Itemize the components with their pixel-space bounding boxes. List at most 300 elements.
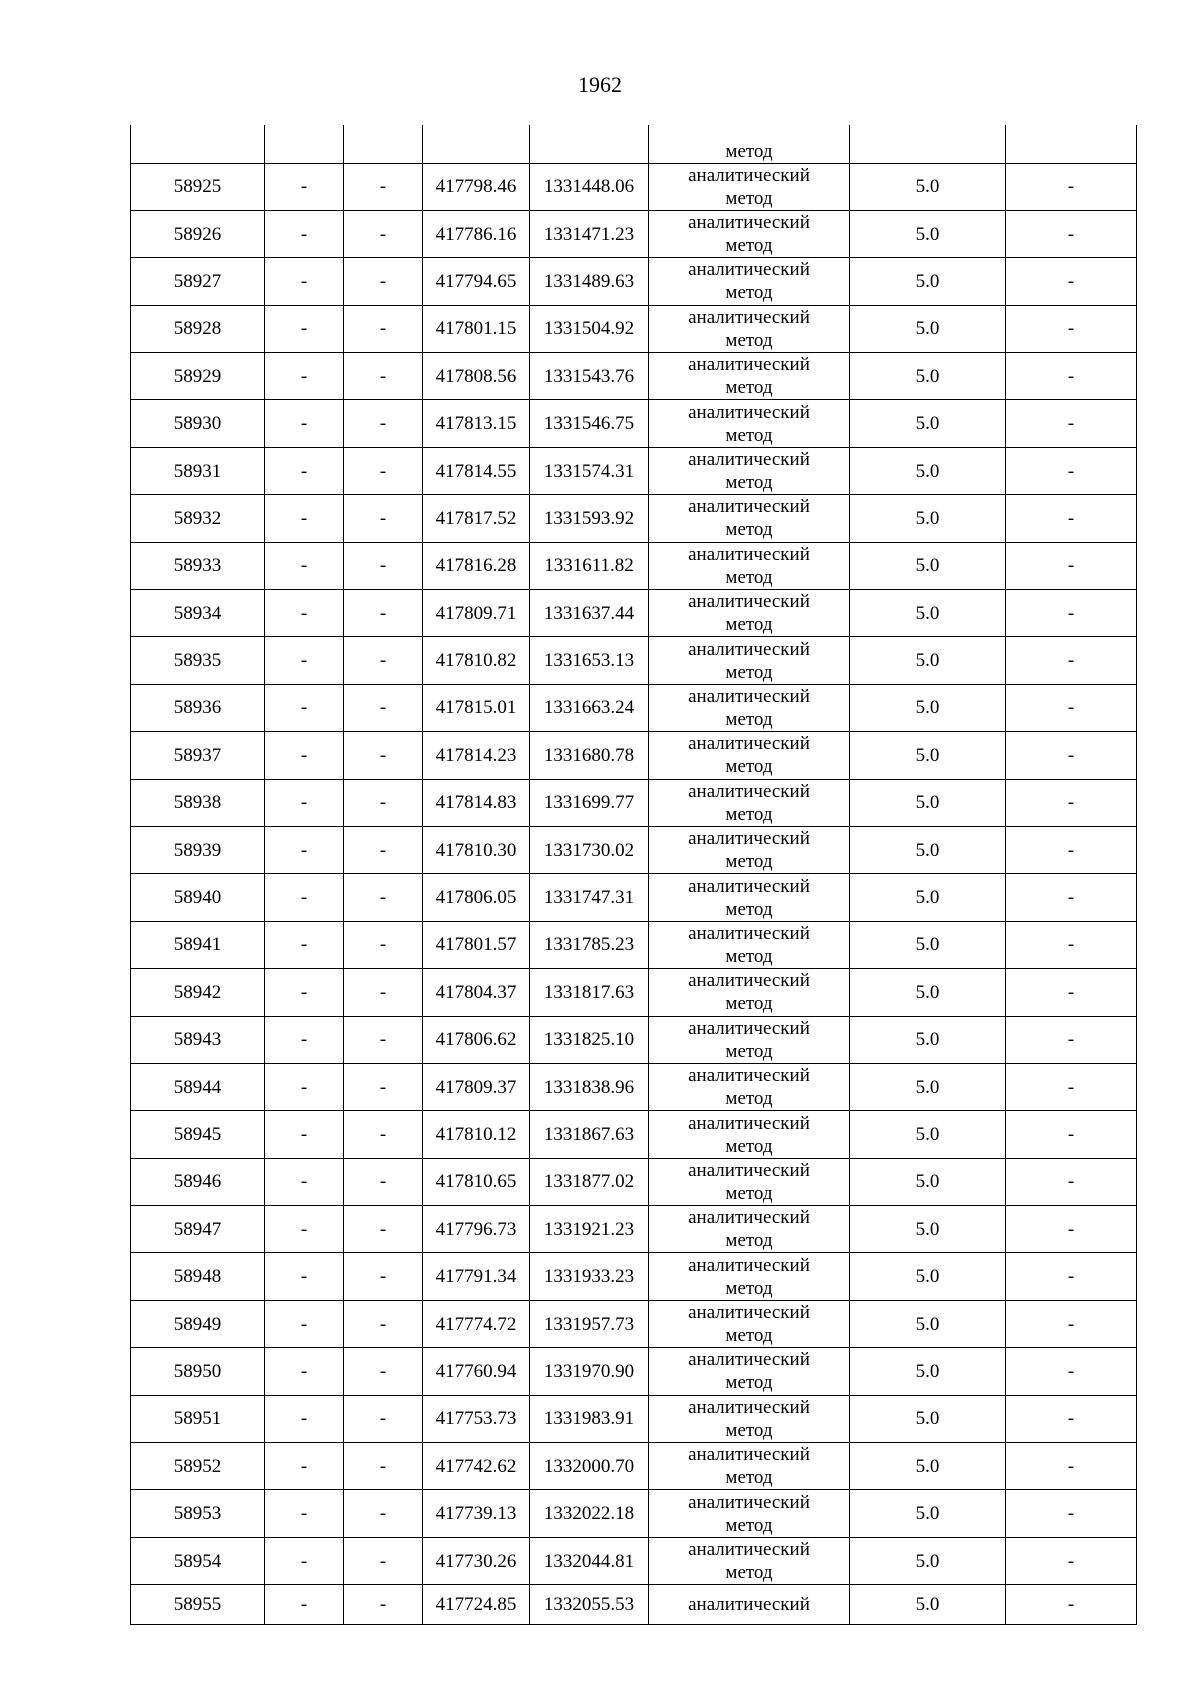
- method-line-1: аналитический: [688, 638, 810, 660]
- cell-col8: -: [1006, 542, 1137, 589]
- cell-accuracy: 5.0: [850, 1063, 1006, 1110]
- method-line-1: аналитический: [688, 1302, 810, 1324]
- cell-col2: -: [265, 353, 344, 400]
- cell-col3: -: [344, 1300, 423, 1347]
- cell-point: 58945: [131, 1111, 265, 1158]
- cell-col3: -: [344, 542, 423, 589]
- cell-col2: -: [265, 305, 344, 352]
- cell-col3: -: [344, 1395, 423, 1442]
- cell-col3: -: [344, 1063, 423, 1110]
- method-line-1: аналитический: [688, 1065, 810, 1087]
- cell-accuracy: 5.0: [850, 542, 1006, 589]
- cell-point: 58942: [131, 969, 265, 1016]
- cell-point: 58928: [131, 305, 265, 352]
- cell-y: [530, 125, 649, 163]
- cell-col3: -: [344, 353, 423, 400]
- cell-y: 1331747.31: [530, 874, 649, 921]
- cell-accuracy: 5.0: [850, 779, 1006, 826]
- cell-col3: -: [344, 163, 423, 210]
- cell-y: 1331611.82: [530, 542, 649, 589]
- method-line-1: аналитический: [688, 970, 810, 992]
- method-line-1: аналитический: [688, 922, 810, 944]
- method-line-2: метод: [725, 851, 773, 873]
- method-line-2: метод: [725, 898, 773, 920]
- cell-accuracy: 5.0: [850, 1443, 1006, 1490]
- cell-method: [649, 1348, 850, 1395]
- cell-method: [649, 921, 850, 968]
- method-line-1: аналитический: [688, 1017, 810, 1039]
- method-line-2: метод: [725, 1277, 773, 1299]
- table-row: [131, 353, 1137, 400]
- cell-x: 417739.13: [423, 1490, 530, 1537]
- cell-accuracy: 5.0: [850, 1253, 1006, 1300]
- table-row: [131, 1063, 1137, 1110]
- cell-method: [649, 826, 850, 873]
- cell-point: 58939: [131, 826, 265, 873]
- cell-col2: -: [265, 969, 344, 1016]
- cell-method: [649, 1016, 850, 1063]
- table-row: [131, 1253, 1137, 1300]
- cell-point: 58929: [131, 353, 265, 400]
- method-line-2: метод: [725, 329, 773, 351]
- method-line-2: метод: [725, 1419, 773, 1441]
- method-line-2: метод: [725, 566, 773, 588]
- cell-col3: -: [344, 305, 423, 352]
- method-line-1: аналитический: [688, 1539, 810, 1561]
- cell-accuracy: 5.0: [850, 163, 1006, 210]
- method-line-2: метод: [725, 1182, 773, 1204]
- cell-y: 1331593.92: [530, 495, 649, 542]
- cell-method: [649, 305, 850, 352]
- method-line-1: аналитический: [688, 306, 810, 328]
- cell-col3: -: [344, 1206, 423, 1253]
- cell-accuracy: 5.0: [850, 447, 1006, 494]
- cell-point: 58930: [131, 400, 265, 447]
- cell-col2: -: [265, 637, 344, 684]
- cell-col2: -: [265, 874, 344, 921]
- cell-col2: -: [265, 779, 344, 826]
- method-line-1: аналитический: [688, 685, 810, 707]
- method-line-1: аналитический: [688, 1207, 810, 1229]
- cell-y: 1331817.63: [530, 969, 649, 1016]
- cell-col3: -: [344, 1158, 423, 1205]
- cell-accuracy: 5.0: [850, 1585, 1006, 1625]
- cell-x: 417817.52: [423, 495, 530, 542]
- method-line-2: метод: [725, 472, 773, 494]
- cell-col8: -: [1006, 732, 1137, 779]
- cell-col3: -: [344, 1111, 423, 1158]
- cell-x: 417760.94: [423, 1348, 530, 1395]
- cell-accuracy: 5.0: [850, 590, 1006, 637]
- cell-x: 417794.65: [423, 258, 530, 305]
- cell-x: 417810.30: [423, 826, 530, 873]
- method-line-2: метод: [725, 1230, 773, 1252]
- cell-point: 58946: [131, 1158, 265, 1205]
- cell-accuracy: 5.0: [850, 258, 1006, 305]
- cell-y: 1331574.31: [530, 447, 649, 494]
- table-row: [131, 779, 1137, 826]
- cell-col2: -: [265, 1016, 344, 1063]
- cell-y: 1331489.63: [530, 258, 649, 305]
- cell-col3: -: [344, 400, 423, 447]
- cell-col3: -: [344, 590, 423, 637]
- cell-method: [649, 684, 850, 731]
- cell-accuracy: 5.0: [850, 1016, 1006, 1063]
- cell-method: [649, 210, 850, 257]
- cell-col8: -: [1006, 1537, 1137, 1584]
- table-row: [131, 1158, 1137, 1205]
- cell-accuracy: 5.0: [850, 1111, 1006, 1158]
- table-row: [131, 921, 1137, 968]
- cell-method: [649, 447, 850, 494]
- cell-col3: -: [344, 1016, 423, 1063]
- cell-accuracy: 5.0: [850, 1206, 1006, 1253]
- cell-accuracy: [850, 125, 1006, 163]
- cell-x: 417814.83: [423, 779, 530, 826]
- cell-col3: -: [344, 210, 423, 257]
- cell-y: 1331653.13: [530, 637, 649, 684]
- table-row: [131, 495, 1137, 542]
- table-row: [131, 1016, 1137, 1063]
- table-row: [131, 1585, 1137, 1625]
- cell-point: 58931: [131, 447, 265, 494]
- method-line-2: метод: [725, 424, 773, 446]
- cell-col8: -: [1006, 400, 1137, 447]
- cell-col8: -: [1006, 1206, 1137, 1253]
- cell-point: 58934: [131, 590, 265, 637]
- cell-y: 1331983.91: [530, 1395, 649, 1442]
- cell-col2: -: [265, 1063, 344, 1110]
- cell-col8: -: [1006, 1253, 1137, 1300]
- cell-point: 58950: [131, 1348, 265, 1395]
- cell-x: 417796.73: [423, 1206, 530, 1253]
- table-row: [131, 1443, 1137, 1490]
- cell-accuracy: 5.0: [850, 732, 1006, 779]
- cell-point: 58951: [131, 1395, 265, 1442]
- coordinates-table: [130, 125, 1137, 1625]
- method-line-2: метод: [725, 945, 773, 967]
- cell-accuracy: 5.0: [850, 1490, 1006, 1537]
- table-row: [131, 826, 1137, 873]
- cell-x: 417774.72: [423, 1300, 530, 1347]
- cell-y: 1331921.23: [530, 1206, 649, 1253]
- table-row: [131, 874, 1137, 921]
- method-line-2: метод: [725, 187, 773, 209]
- method-line-1: аналитический: [688, 1396, 810, 1418]
- table-row: [131, 258, 1137, 305]
- cell-x: 417814.23: [423, 732, 530, 779]
- method-line-1: аналитический: [688, 733, 810, 755]
- cell-accuracy: 5.0: [850, 1537, 1006, 1584]
- cell-col8: -: [1006, 1016, 1137, 1063]
- cell-y: 1332000.70: [530, 1443, 649, 1490]
- cell-col2: -: [265, 1253, 344, 1300]
- method-line-1: аналитический: [688, 1444, 810, 1466]
- cell-method: [649, 163, 850, 210]
- cell-point: 58954: [131, 1537, 265, 1584]
- method-line-1: аналитический: [688, 354, 810, 376]
- continued-row: [131, 125, 1137, 163]
- cell-point: 58925: [131, 163, 265, 210]
- cell-point: 58944: [131, 1063, 265, 1110]
- cell-method: [649, 637, 850, 684]
- cell-col8: -: [1006, 779, 1137, 826]
- table-row: [131, 542, 1137, 589]
- cell-accuracy: 5.0: [850, 637, 1006, 684]
- cell-accuracy: 5.0: [850, 826, 1006, 873]
- cell-y: 1331448.06: [530, 163, 649, 210]
- cell-col2: -: [265, 210, 344, 257]
- cell-col2: -: [265, 684, 344, 731]
- table-row: [131, 1300, 1137, 1347]
- cell-accuracy: 5.0: [850, 969, 1006, 1016]
- cell-x: 417798.46: [423, 163, 530, 210]
- cell-accuracy: 5.0: [850, 305, 1006, 352]
- cell-col3: -: [344, 1253, 423, 1300]
- table-row: [131, 684, 1137, 731]
- cell-col2: -: [265, 542, 344, 589]
- cell-x: 417809.71: [423, 590, 530, 637]
- cell-col3: -: [344, 1490, 423, 1537]
- method-line-1: аналитический: [688, 1491, 810, 1513]
- cell-x: 417810.65: [423, 1158, 530, 1205]
- method-line-2: метод: [725, 235, 773, 257]
- cell-col2: -: [265, 1443, 344, 1490]
- cell-y: 1331543.76: [530, 353, 649, 400]
- cell-col2: -: [265, 1585, 344, 1625]
- cell-method: [649, 542, 850, 589]
- cell-x: [423, 125, 530, 163]
- cell-col2: -: [265, 447, 344, 494]
- method-line-2: метод: [725, 377, 773, 399]
- page-number: 1962: [578, 72, 622, 97]
- cell-x: 417742.62: [423, 1443, 530, 1490]
- cell-x: 417809.37: [423, 1063, 530, 1110]
- cell-y: 1331504.92: [530, 305, 649, 352]
- method-line-2: метод: [725, 519, 773, 541]
- cell-col2: -: [265, 826, 344, 873]
- cell-method: [649, 1063, 850, 1110]
- cell-point: [131, 125, 265, 163]
- cell-col2: -: [265, 1490, 344, 1537]
- table-row: [131, 590, 1137, 637]
- cell-point: 58955: [131, 1585, 265, 1625]
- table-row: [131, 1395, 1137, 1442]
- cell-y: 1332044.81: [530, 1537, 649, 1584]
- cell-col2: -: [265, 921, 344, 968]
- method-line-1: аналитический: [688, 1254, 810, 1276]
- cell-col8: -: [1006, 1111, 1137, 1158]
- cell-accuracy: 5.0: [850, 353, 1006, 400]
- cell-col8: -: [1006, 590, 1137, 637]
- cell-col3: -: [344, 826, 423, 873]
- cell-col8: [1006, 125, 1137, 163]
- cell-y: 1331546.75: [530, 400, 649, 447]
- cell-method: [649, 590, 850, 637]
- cell-col8: -: [1006, 684, 1137, 731]
- cell-col8: -: [1006, 969, 1137, 1016]
- method-line-1: аналитический: [688, 496, 810, 518]
- cell-point: 58941: [131, 921, 265, 968]
- cell-accuracy: 5.0: [850, 921, 1006, 968]
- cell-point: 58953: [131, 1490, 265, 1537]
- table-row: [131, 305, 1137, 352]
- cell-method: [649, 1395, 850, 1442]
- cell-col8: -: [1006, 495, 1137, 542]
- method-line-2: метод: [725, 1467, 773, 1489]
- method-line-1: аналитический: [688, 449, 810, 471]
- cell-x: 417815.01: [423, 684, 530, 731]
- cell-method: [649, 1585, 850, 1625]
- method-line-1: аналитический: [688, 259, 810, 281]
- cell-col3: -: [344, 1585, 423, 1625]
- method-line-1: аналитический: [688, 591, 810, 613]
- cell-x: 417786.16: [423, 210, 530, 257]
- method-line-2: метод: [725, 1514, 773, 1536]
- cell-col3: -: [344, 447, 423, 494]
- cell-accuracy: 5.0: [850, 874, 1006, 921]
- cell-col8: -: [1006, 826, 1137, 873]
- cell-y: 1332055.53: [530, 1585, 649, 1625]
- method-line-1: аналитический: [688, 543, 810, 565]
- cell-col3: -: [344, 684, 423, 731]
- cell-y: 1331785.23: [530, 921, 649, 968]
- method-line-2: метод: [725, 1088, 773, 1110]
- cell-y: 1331877.02: [530, 1158, 649, 1205]
- cell-col8: -: [1006, 305, 1137, 352]
- method-line-2: метод: [725, 614, 773, 636]
- cell-x: 417804.37: [423, 969, 530, 1016]
- method-line-2: метод: [725, 756, 773, 778]
- cell-x: 417814.55: [423, 447, 530, 494]
- cell-x: 417806.05: [423, 874, 530, 921]
- cell-method: [649, 1206, 850, 1253]
- cell-accuracy: 5.0: [850, 1348, 1006, 1395]
- cell-method: [649, 1158, 850, 1205]
- cell-col8: -: [1006, 1300, 1137, 1347]
- cell-accuracy: 5.0: [850, 1300, 1006, 1347]
- cell-x: 417724.85: [423, 1585, 530, 1625]
- cell-x: 417810.12: [423, 1111, 530, 1158]
- cell-col2: -: [265, 1206, 344, 1253]
- cell-col8: -: [1006, 163, 1137, 210]
- cell-col3: -: [344, 732, 423, 779]
- cell-col3: -: [344, 1443, 423, 1490]
- cell-col3: [344, 125, 423, 163]
- cell-method: [649, 969, 850, 1016]
- method-line-1: аналитический: [688, 780, 810, 802]
- cell-col8: -: [1006, 637, 1137, 684]
- cell-point: 58943: [131, 1016, 265, 1063]
- cell-col8: -: [1006, 874, 1137, 921]
- cell-col2: -: [265, 1348, 344, 1395]
- cell-col8: -: [1006, 1585, 1137, 1625]
- table-row: [131, 1206, 1137, 1253]
- cell-x: 417801.15: [423, 305, 530, 352]
- method-tail: метод: [725, 140, 773, 162]
- cell-method: [649, 1537, 850, 1584]
- cell-accuracy: 5.0: [850, 1395, 1006, 1442]
- cell-x: 417816.28: [423, 542, 530, 589]
- cell-y: 1331933.23: [530, 1253, 649, 1300]
- cell-point: 58949: [131, 1300, 265, 1347]
- cell-col8: -: [1006, 1158, 1137, 1205]
- cell-col2: -: [265, 163, 344, 210]
- cell-y: 1331471.23: [530, 210, 649, 257]
- method-line-1: аналитический: [688, 1349, 810, 1371]
- cell-point: 58926: [131, 210, 265, 257]
- cell-point: 58927: [131, 258, 265, 305]
- cell-accuracy: 5.0: [850, 684, 1006, 731]
- method-line-2: метод: [725, 661, 773, 683]
- cell-accuracy: 5.0: [850, 400, 1006, 447]
- cell-y: 1331957.73: [530, 1300, 649, 1347]
- table-row: [131, 210, 1137, 257]
- cell-method: [649, 732, 850, 779]
- cell-accuracy: 5.0: [850, 495, 1006, 542]
- cell-accuracy: 5.0: [850, 1158, 1006, 1205]
- cell-method: [649, 874, 850, 921]
- table-row: [131, 163, 1137, 210]
- cell-y: 1331637.44: [530, 590, 649, 637]
- cell-col3: -: [344, 1537, 423, 1584]
- cell-method: [649, 1253, 850, 1300]
- cell-method: [649, 779, 850, 826]
- cell-method: [649, 258, 850, 305]
- cell-x: 417801.57: [423, 921, 530, 968]
- method-line-1: аналитический: [688, 1112, 810, 1134]
- cell-col8: -: [1006, 1348, 1137, 1395]
- cell-x: 417808.56: [423, 353, 530, 400]
- cell-method: [649, 1111, 850, 1158]
- cell-col2: -: [265, 495, 344, 542]
- method-line-2: метод: [725, 1562, 773, 1584]
- cell-y: 1331867.63: [530, 1111, 649, 1158]
- cell-col2: -: [265, 1300, 344, 1347]
- cell-point: 58935: [131, 637, 265, 684]
- cell-col2: -: [265, 1395, 344, 1442]
- method-line-1: аналитический: [688, 1159, 810, 1181]
- cell-col3: -: [344, 495, 423, 542]
- cell-col2: -: [265, 1537, 344, 1584]
- cell-col3: -: [344, 921, 423, 968]
- method-line-1: аналитический: [688, 401, 810, 423]
- cell-point: 58948: [131, 1253, 265, 1300]
- cell-method: [649, 495, 850, 542]
- cell-col2: -: [265, 590, 344, 637]
- method-line-2: метод: [725, 803, 773, 825]
- table-row: [131, 1111, 1137, 1158]
- cell-y: 1332022.18: [530, 1490, 649, 1537]
- cell-y: 1331970.90: [530, 1348, 649, 1395]
- cell-col2: [265, 125, 344, 163]
- method-line-2: метод: [725, 282, 773, 304]
- cell-point: 58952: [131, 1443, 265, 1490]
- cell-col2: -: [265, 1111, 344, 1158]
- method-line-1: аналитический: [688, 212, 810, 234]
- cell-method: [649, 1443, 850, 1490]
- cell-accuracy: 5.0: [850, 210, 1006, 257]
- method-line-1: аналитический: [688, 1594, 810, 1616]
- cell-point: 58933: [131, 542, 265, 589]
- table-row: [131, 1537, 1137, 1584]
- cell-col2: -: [265, 732, 344, 779]
- table-row: [131, 447, 1137, 494]
- cell-col3: -: [344, 874, 423, 921]
- table-body: [131, 125, 1137, 1625]
- cell-method: [649, 1300, 850, 1347]
- cell-point: 58937: [131, 732, 265, 779]
